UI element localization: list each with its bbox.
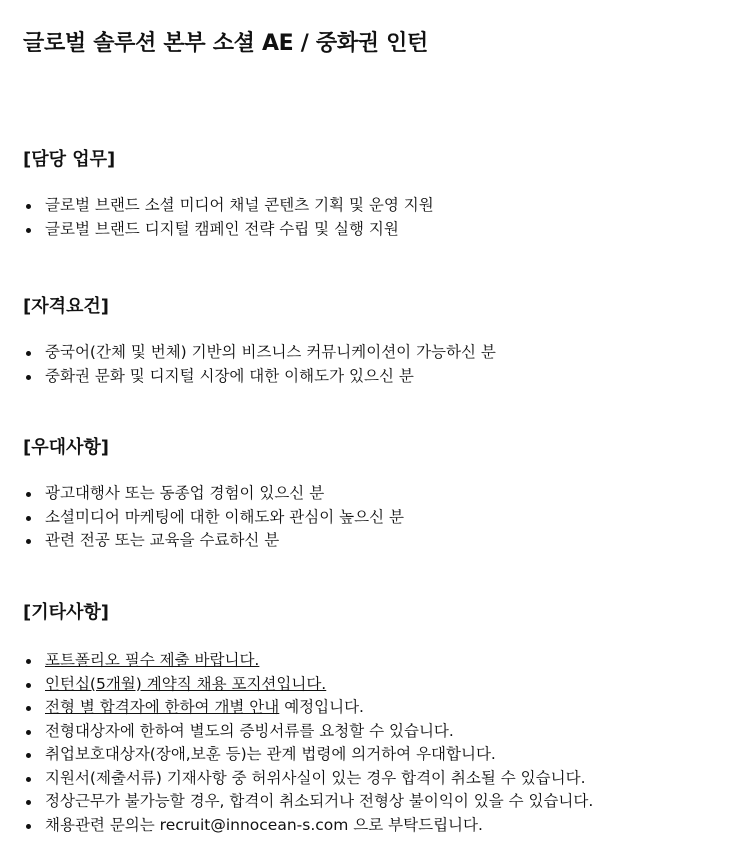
note-text-underlined: 전형 별 합격자에 한하여 개별 안내 bbox=[45, 698, 280, 716]
list-item: 정상근무가 불가능할 경우, 합격이 취소되거나 전형상 불이익이 있을 수 있습니다. bbox=[23, 790, 593, 814]
list-item: 채용관련 문의는 recruit@innocean-s.com 으로 부탁드립니다. bbox=[23, 814, 593, 838]
list-item: 취업보호대상자(장애,보훈 등)는 관계 법령에 의거하여 우대합니다. bbox=[23, 743, 593, 767]
note-text: 인턴십(5개월) 계약직 채용 포지션입니다. bbox=[45, 674, 327, 693]
list-item: 전형대상자에 한하여 별도의 증빙서류를 요청할 수 있습니다. bbox=[23, 720, 593, 744]
note-text: 포트폴리오 필수 제출 바랍니다. bbox=[45, 651, 260, 669]
list-item bbox=[23, 696, 593, 720]
section-heading-preferences: [우대사항] bbox=[23, 437, 110, 458]
list-item: 관련 전공 또는 교육을 수료하신 분 bbox=[23, 529, 404, 553]
list-item: 소셜미디어 마케팅에 대한 이해도와 관심이 높으신 분 bbox=[23, 506, 404, 530]
section-heading-qualifications: [자격요건] bbox=[23, 296, 110, 317]
list-item: 광고대행사 또는 동종업 경험이 있으신 분 bbox=[23, 482, 404, 506]
list-item bbox=[23, 649, 593, 673]
preferences-list bbox=[23, 482, 404, 553]
section-heading-duties: [담당 업무] bbox=[23, 149, 116, 170]
note-text-rest: 예정입니다. bbox=[279, 698, 364, 716]
list-item: 중국어(간체 및 번체) 기반의 비즈니스 커뮤니케이션이 가능하신 분 bbox=[23, 341, 496, 365]
page-title: 글로벌 솔루션 본부 소셜 AE / 중화권 인턴 bbox=[23, 31, 428, 56]
list-item: 지원서(제출서류) 기재사항 중 허위사실이 있는 경우 합격이 취소될 수 있습니다. bbox=[23, 767, 593, 791]
duties-list bbox=[23, 194, 434, 241]
list-item: 중화권 문화 및 디지털 시장에 대한 이해도가 있으신 분 bbox=[23, 365, 496, 389]
qualifications-list bbox=[23, 341, 496, 388]
section-heading-other-notes: [기타사항] bbox=[23, 602, 110, 623]
other-notes-list bbox=[23, 649, 593, 837]
list-item: 글로벌 브랜드 디지털 캠페인 전략 수립 및 실행 지원 bbox=[23, 218, 434, 242]
list-item bbox=[23, 673, 593, 697]
list-item: 글로벌 브랜드 소셜 미디어 채널 콘텐츠 기획 및 운영 지원 bbox=[23, 194, 434, 218]
